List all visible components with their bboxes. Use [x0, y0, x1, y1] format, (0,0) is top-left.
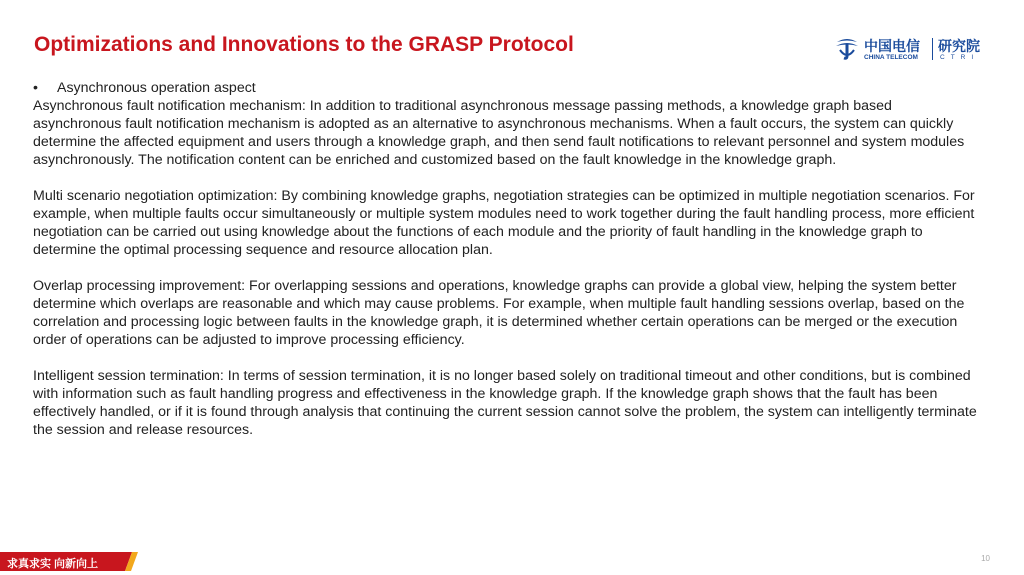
logo-divider	[932, 38, 933, 60]
slide-body	[33, 79, 983, 457]
china-telecom-logo-icon	[834, 36, 860, 65]
bullet-heading: Asynchronous operation aspect	[57, 80, 256, 96]
footer-slogan: 求真求实 向新向上	[7, 558, 99, 570]
bullet-heading-row	[33, 79, 983, 97]
paragraph-async-notification: Asynchronous fault notification mechanism: In addition to traditional asynchronous message passing methods, a knowledge graph based asynchronous fault notification mechanism is adopted as an alternative to asynchronous mechanisms. When a fault occurs, the system can quickly determine the affected equipment and users through a knowledge graph, and then send fault notifications to relevant personnel and system modules asynchronously. The notification content can be enriched and customized based on the fault knowledge in the knowledge graph.	[33, 98, 965, 168]
logo-en-name: CHINA TELECOM	[864, 54, 918, 61]
paragraph-session-termination: Intelligent session termination: In terms of session termination, it is no longer based solely on traditional timeout and other conditions, but is combined with information such as fault handling progress and effectiveness in the knowledge graph. If the knowledge graph shows that the fault has been effectively handled, or if it is found through analysis that continuing the current session cannot solve the problem, the system can intelligently terminate the session and release resources.	[33, 368, 977, 438]
logo	[834, 34, 994, 66]
bullet-icon: •	[33, 80, 38, 96]
slide-title: Optimizations and Innovations to the GRASP Protocol	[34, 33, 574, 56]
paragraph-overlap-processing: Overlap processing improvement: For overlapping sessions and operations, knowledge graphs can provide a global view, helping the system better determine which overlaps are reasonable and which may cause problems. For example, when multiple fault handling sessions overlap, based on the correlation and processing logic between faults in the knowledge graph, it is determined whether certain operations can be merged or the execution order of operations can be adjusted to improve processing efficiency.	[33, 278, 965, 348]
logo-institute-en: CTRI	[940, 54, 980, 61]
paragraph-negotiation-optimization: Multi scenario negotiation optimization: By combining knowledge graphs, negotiation strategies can be optimized in multiple negotiation scenarios. For example, when multiple faults occur simultaneously or multiple system modules need to work together during the fault handling process, more efficient negotiation can be carried out using knowledge about the functions of each module and the priority of fault handling in the knowledge graph to determine the optimal processing sequence and resource allocation plan.	[33, 188, 975, 258]
footer-slogan-banner	[0, 552, 138, 571]
page-number: 10	[981, 554, 990, 563]
logo-cn-name: 中国电信	[864, 38, 920, 54]
logo-institute-cn: 研究院	[938, 38, 980, 54]
